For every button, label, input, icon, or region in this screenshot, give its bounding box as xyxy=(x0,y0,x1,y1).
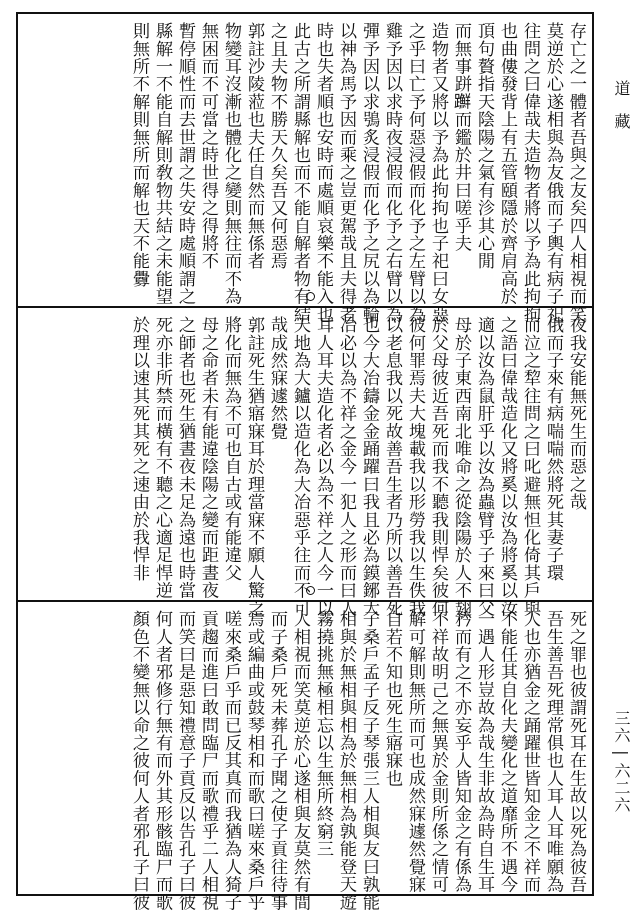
text-column: 以老息我以死故善吾生者乃所以善吾死 xyxy=(382,316,402,617)
text-column: 死之罪也彼謂死耳在生故以死為彼吾 xyxy=(566,610,586,894)
text-column: 嗟來桑戶乎而已反其真而我猶為人猗子 xyxy=(221,610,241,911)
text-column: 何人者邪修行無有而外其形骸臨尸而歌 xyxy=(152,610,172,911)
text-column: 郭註沙陵蒞也夫任自然而無係者 xyxy=(244,22,264,270)
section-marker xyxy=(306,586,315,595)
text-column: 而子桑戶死未葬孔子聞之使子貢往待事 xyxy=(267,610,287,911)
text-column: 死亦非所禁而橫有不聽之心適足悍逆 xyxy=(152,316,172,600)
text-column: 天地為大鑪以造化為大冶惡乎往而不可 xyxy=(290,316,310,617)
text-register-bottom xyxy=(18,602,592,911)
text-column: 自若不知也死生寤寐也 xyxy=(382,610,402,787)
column-group xyxy=(26,22,586,323)
text-column: 此古之所謂縣解也而不能自解者物有結 xyxy=(290,22,310,323)
canon-title-label: 道 藏 xyxy=(612,80,631,136)
text-column: 以神為馬予因而乘之豈更駕哉且夫得者 xyxy=(336,22,356,323)
text-column: 頂句贅指天陰陽之氣有沴其心閒 xyxy=(474,22,494,270)
text-column: 人相視而笑莫逆於心遂相與友莫然有間 xyxy=(290,610,310,911)
text-column: 而泣之犂往問之曰叱避無怛化倚其戶與 xyxy=(520,316,540,617)
text-column: 適以汝為鼠肝乎以汝為蟲臂乎子來曰父 xyxy=(474,316,494,617)
text-column: 子桑戶孟子反子琴張三人相與友曰孰能 xyxy=(359,610,379,911)
text-column: 物變耳沒漸也體化之變則無往而不為 xyxy=(221,22,241,306)
text-register-top xyxy=(18,14,592,323)
text-column: 彼何罪焉夫大塊載我以形勞我以生佚我 xyxy=(405,316,425,617)
text-column: 矜而有之不亦妄乎人皆知金之有係為 xyxy=(451,610,471,894)
text-column: 也今大冶鑄金金踊躍曰我且必為鏌鋣大 xyxy=(359,316,379,617)
section-marker xyxy=(306,292,315,301)
text-column: 哉成然寐遽然覺 xyxy=(267,316,287,440)
text-column: 相與於無相與相為於無相為孰能登天遊 xyxy=(336,610,356,911)
text-column: 人也亦猶金之踊躍世皆知金之不祥而 xyxy=(520,610,540,894)
text-column: 於理以速其死其死之速由於我悍非 xyxy=(129,316,149,582)
text-column: 貢趨而進曰敢問臨尸而歌禮乎二人相視 xyxy=(198,610,218,911)
text-column: 之語曰偉哉造化又將奚以汝為將奚以汝 xyxy=(497,316,517,617)
text-column: 郭註死生猶寤寐耳於理當寐不願人驚之 xyxy=(244,316,264,617)
text-column: 而無事跰𨇤而鑑於井曰嗟乎夫 xyxy=(451,22,471,253)
text-column: 雞予因以求時夜浸假而化予之右臂以為 xyxy=(382,22,402,323)
text-column: 母之命者未有能違陰陽之變而距晝夜 xyxy=(198,316,218,600)
text-column: 夜我安能無死生而惡之哉 xyxy=(566,316,586,511)
text-column: 縣解一不能自解則敎物共結之未能望 xyxy=(152,22,172,306)
text-column: 母於子東西南北唯命之從陰陽於人不翅 xyxy=(451,316,471,617)
column-group xyxy=(26,610,586,911)
text-column: 焉或編曲或鼓琴相和而歌曰嗟來桑戶乎 xyxy=(244,610,264,911)
text-column: 往問之曰偉哉夫造物者將以予為此拘拘 xyxy=(520,22,540,323)
column-group xyxy=(26,316,586,617)
text-column: 一遇人形豈故為哉生非故為時自生耳 xyxy=(474,610,494,894)
text-column: 之且夫物不勝天久矣吾又何惡焉 xyxy=(267,22,287,270)
page-number-label: 三六 | 六二六 xyxy=(612,710,631,814)
text-column: 也曲僂發背上有五管頤隱於齊肩高於 xyxy=(497,22,517,306)
text-column: 造物者又將以予為此拘拘也子祀曰女惡 xyxy=(428,22,448,323)
text-column: 冶必以為不祥之金今一犯人之形而曰人 xyxy=(336,316,356,617)
text-column: 莫逆於心遂相與為友俄而子輿有病子祀 xyxy=(543,22,563,323)
text-column: 彈予因以求鴞炙浸假而化予之尻以為輪 xyxy=(359,22,379,323)
text-column: 無困而不可當之時世得之得將不 xyxy=(198,22,218,270)
text-column: 不能任其自化夫變化之道靡所不遇今 xyxy=(497,610,517,894)
text-column: 暫停順性而去世謂之失安時處順謂之 xyxy=(175,22,195,306)
text-column: 顏色不變無以命之彼何人者邪孔子曰彼 xyxy=(129,610,149,911)
text-column: 將化而無為不可也自古或有能違父 xyxy=(221,316,241,582)
text-column: 霧撓挑無極相忘以生無所終窮三 xyxy=(313,610,333,858)
text-column: 之乎曰亡予何惡浸假而化予之左臂以為 xyxy=(405,22,425,323)
text-column: 俄而子來有病喘喘然將死其妻子環 xyxy=(543,316,563,582)
text-column: 存亡之一體者吾與之友矣四人相視而笑 xyxy=(566,22,586,323)
text-register-middle xyxy=(18,308,592,617)
text-column: 解可解則無所而可也成然寐遽然覺寐 xyxy=(405,610,425,894)
text-column: 於父母彼近吾死而我不聽我則悍矣彼何 xyxy=(428,316,448,617)
text-column: 時也失者順也安時而處順哀樂不能入也 xyxy=(313,22,333,323)
page-frame xyxy=(16,12,594,911)
text-column: 耳人耳夫造化者必以為不祥之人今一以 xyxy=(313,316,333,617)
text-column: 不祥故明己之無異於金則所係之情可 xyxy=(428,610,448,894)
text-column: 之師者也死生猶晝夜未足為遠也時當 xyxy=(175,316,195,600)
text-column: 則無所不解則無所而解也天不能釁 xyxy=(129,22,149,288)
text-column: 吾生善吾死理常俱也人耳人耳唯願為 xyxy=(543,610,563,894)
text-column: 而笑曰是惡知禮意子貢反以告孔子曰彼 xyxy=(175,610,195,911)
